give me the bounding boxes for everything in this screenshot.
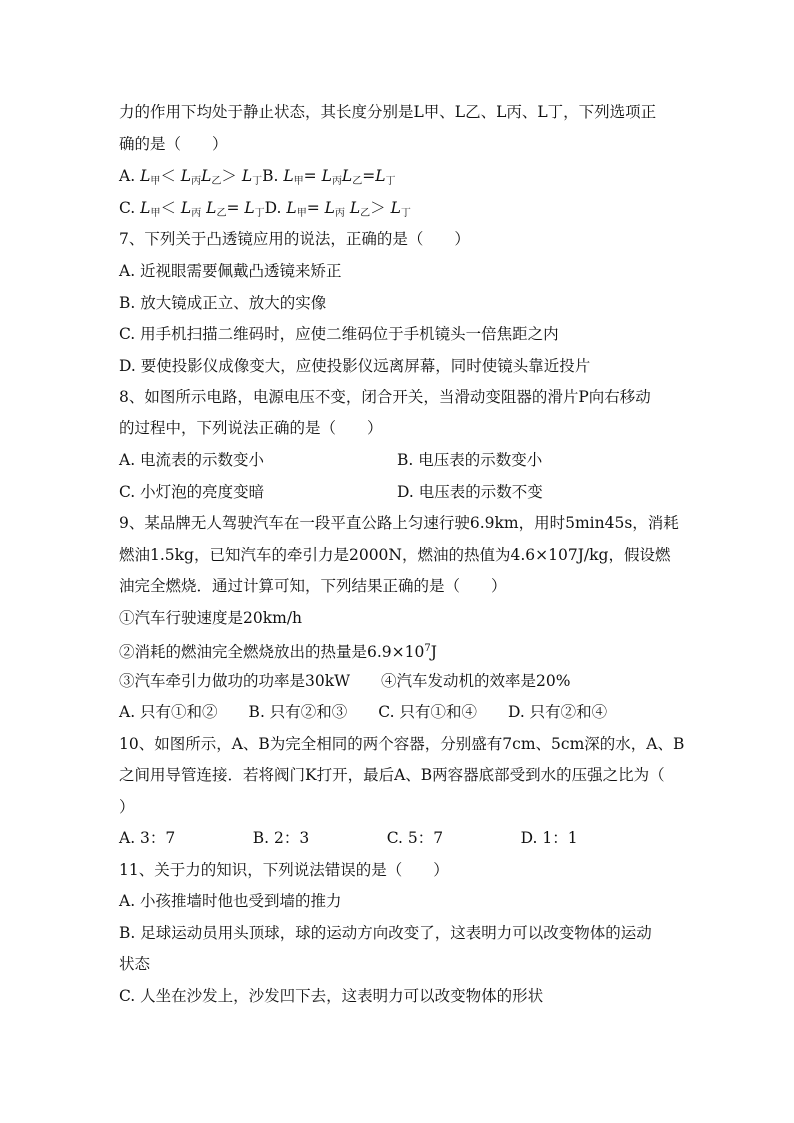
q11-option-b: B. 足球运动员用头顶球，球的运动方向改变了，这表明力可以改变物体的运动 — [119, 924, 652, 942]
q8-options-cd — [119, 481, 543, 503]
question-8-cont: 的过程中，下列说法正确的是（ ） — [119, 419, 383, 437]
q8-option-a: A. 电流表的示数变小 — [119, 451, 265, 469]
q9-item-2: ②消耗的燃油完全燃烧放出的热量是$6.9\times 10^7J$ — [119, 643, 437, 661]
q8-option-b: B. 电压表的示数变小 — [397, 451, 543, 469]
text-line: 确的是（ ） — [119, 135, 228, 153]
q9-options: A. 只有①和② B. 只有②和③ C. 只有①和④ D. 只有②和④ — [119, 703, 608, 721]
q9-item-3-4: ③汽车牵引力做功的功率是30kW ④汽车发动机的效率是20% — [119, 672, 571, 690]
q8-options-ab — [119, 449, 543, 471]
q7-option-a: A. 近视眼需要佩戴凸透镜来矫正 — [119, 262, 342, 280]
question-7: 7、下列关于凸透镜应用的说法，正确的是（ ） — [119, 230, 470, 248]
q10-options: A. 3：7 B. 2：3 C. 5：7 D. 1：1 — [119, 829, 578, 847]
q6-options-ab: A. $L_甲< L_丙L_乙> L_丁B$. $L_甲= L_丙L_乙=L_丁$ — [119, 167, 396, 187]
question-9-cont: 燃油1.5kg，已知汽车的牵引力是2000N，燃油的热值为4.6×107J/kg，假设燃 — [119, 546, 671, 564]
q11-option-b-cont: 状态 — [119, 955, 151, 973]
question-10-cont: 之间用导管连接．若将阀门K打开，最后A、B两容器底部受到水的压强之比为（ — [119, 766, 665, 784]
q8-option-c: C. 小灯泡的亮度变暗 — [119, 483, 265, 501]
q6-options-cd: C. $L_甲< L_丙$ $L_乙= L_丁D$. $L_甲= L_丙$ $L_乙> L_丁$ — [119, 199, 411, 219]
question-11: 11、关于力的知识，下列说法错误的是（ ） — [119, 861, 449, 879]
question-10-cont: ） — [119, 798, 135, 816]
q11-option-a: A. 小孩推墙时他也受到墙的推力 — [119, 892, 342, 910]
q9-item-1: ①汽车行驶速度是20km/h — [119, 609, 303, 627]
question-10: 10、如图所示，A、B为完全相同的两个容器，分别盛有7cm、5cm深的水，A、B — [119, 735, 685, 753]
question-9: 9、某品牌无人驾驶汽车在一段平直公路上匀速行驶6.9km，用时5min45s，消耗 — [119, 514, 679, 532]
text-line: 力的作用下均处于静止状态，其长度分别是L甲、L乙、L丙、L丁，下列选项正 — [119, 103, 657, 121]
q7-option-b: B. 放大镜成正立、放大的实像 — [119, 294, 327, 312]
q11-option-c: C. 人坐在沙发上，沙发凹下去，这表明力可以改变物体的形状 — [119, 987, 544, 1005]
question-8: 8、如图所示电路，电源电压不变，闭合开关，当滑动变阻器的滑片P向右移动 — [119, 388, 651, 406]
q7-option-c: C. 用手机扫描二维码时，应使二维码位于手机镜头一倍焦距之内 — [119, 325, 559, 343]
question-9-cont: 油完全燃烧．通过计算可知，下列结果正确的是（ ） — [119, 577, 507, 595]
q8-option-d: D. 电压表的示数不变 — [397, 483, 543, 501]
q7-option-d: D. 要使投影仪成像变大，应使投影仪远离屏幕，同时使镜头靠近投片 — [119, 357, 591, 375]
